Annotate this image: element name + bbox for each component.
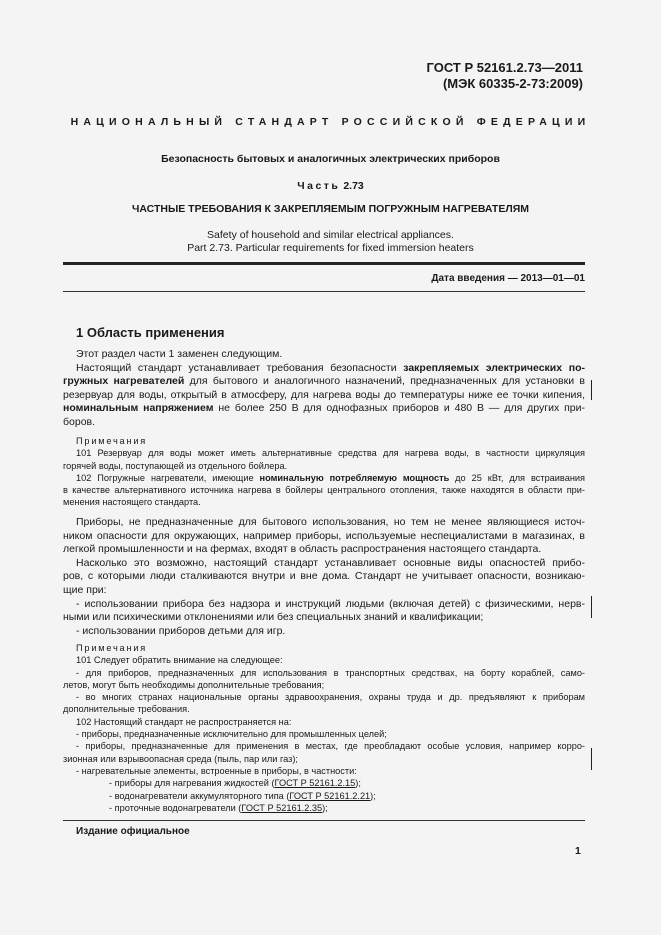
text-run: - водонагреватели аккумуляторного типа ( [109, 790, 290, 801]
bullet-1-line-2: ными или психическими отклонениями или без специальных знаний и квалификации; [63, 611, 484, 624]
note-2-a-line-1: - для приборов, предназначенных для использования в транспортных средствах, на борту кораблей, само- [76, 667, 585, 678]
paragraph-2-line-2 [63, 375, 585, 389]
standard-number-block [427, 60, 583, 92]
national-standard-heading: НАЦИОНАЛЬНЫЙ СТАНДАРТ РОССИЙСКОЙ ФЕДЕРАЦИИ [70, 116, 591, 128]
bold-term: закрепляемых электрических по- [403, 361, 585, 374]
text-run: для бытового и аналогичного назначений, предназначенных для установки в [184, 375, 585, 388]
standard-link[interactable]: ГОСТ Р 52161.2.15 [274, 778, 356, 789]
paragraph-2-line-5: боров. [63, 415, 96, 428]
paragraph-4-line-3: щие при: [63, 583, 107, 596]
text-run: - проточные водонагреватели ( [109, 802, 242, 813]
note-2-a-line-2: летов, могут быть необходимы дополнительные требования; [63, 679, 325, 690]
note-2-e2 [63, 790, 585, 802]
change-marker-bar [591, 596, 592, 618]
section-heading: 1 Область применения [76, 325, 225, 340]
paragraph-1: Этот раздел части 1 заменен следующим. [76, 348, 283, 360]
scope-paragraphs [63, 348, 585, 430]
text-run: не более 250 В для однофазных приборов и 480 В — для других при- [213, 402, 585, 415]
text-run: Настоящий стандарт устанавливает требования безопасности [76, 361, 404, 374]
text-run: - приборы для нагревания жидкостей ( [109, 778, 275, 789]
note-2-102: 102 Настоящий стандарт не распространяется на: [76, 716, 292, 727]
notes-title: Примечания [76, 643, 148, 653]
paragraph-4-line-1: Насколько это возможно, настоящий стандарт устанавливает основные виды опасностей прибо- [76, 556, 585, 569]
notes-block-1 [63, 435, 585, 509]
text-run: ); [370, 790, 376, 801]
bold-term: гружных нагревателей [63, 375, 185, 388]
thick-divider [63, 262, 585, 265]
note-2-b-line-2: дополнительные требования. [63, 704, 190, 715]
text-run: до 25 кВт, для встраивания [449, 472, 585, 483]
note-2-b-line-1: - во многих странах национальные органы здравоохранения, охраны труда и др. предъявляют к приборам [76, 692, 585, 703]
english-title-line-1: Safety of household and similar electrical appliances. [207, 229, 454, 241]
thin-divider [63, 291, 585, 292]
iec-number: (МЭК 60335-2-73:2009) [442, 76, 583, 91]
paragraph-2-line-1 [63, 362, 585, 376]
change-marker-bar [591, 380, 592, 400]
paragraph-3-line-3: легкой промышленности и на фермах, входят в область распространения настоящего стандарта. [63, 543, 542, 556]
introduction-date: Дата введения — 2013—01—01 [431, 273, 585, 284]
note-2-d-line-2: зионная или взрывоопасная среда (пыль, пар или газ); [63, 753, 298, 764]
english-title-line-2: Part 2.73. Particular requirements for fixed immersion heaters [187, 242, 474, 254]
page-number: 1 [575, 845, 581, 857]
part-number: 2.73 [343, 180, 364, 192]
paragraph-2-line-3: резервуар для воды, открытый в атмосферу, для нагрева воды до температуры ниже ее точки кипения, [63, 388, 585, 401]
standard-link[interactable]: ГОСТ Р 52161.2.35 [241, 802, 323, 813]
bullet-1-line-1: - использовании прибора без надзора и инструкций людьми (включая детей) с физическими, нерв- [76, 597, 585, 610]
document-title: Безопасность бытовых и аналогичных электрических приборов [161, 153, 500, 165]
note-101-line-2: горячей воды, поступающей из отдельного бойлера. [63, 460, 288, 471]
note-2-c: - приборы, предназначенные исключительно для промышленных целей; [76, 729, 387, 740]
document-subtitle: ЧАСТНЫЕ ТРЕБОВАНИЯ К ЗАКРЕПЛЯЕМЫМ ПОГРУЖНЫМ НАГРЕВАТЕЛЯМ [131, 203, 530, 215]
bullet-2: - использовании приборов детьми для игр. [76, 624, 286, 637]
part-heading [0, 180, 661, 192]
standard-number: ГОСТ Р 52161.2.73—2011 [426, 60, 583, 75]
paragraph-3-line-1: Приборы, не предназначенные для бытового использования, но тем не менее являющиеся источ- [76, 516, 585, 528]
note-2-e3 [63, 802, 585, 814]
text-run: 102 Погружные нагреватели, имеющие [76, 472, 260, 483]
note-2-e: - нагревательные элементы, встроенные в приборы, в частности: [76, 765, 357, 776]
notes-block-2 [63, 642, 585, 814]
change-marker-bar [591, 748, 592, 770]
notes-title: Примечания [76, 436, 148, 446]
paragraph-4-line-2: ров, с которыми люди сталкиваются внутри и вне дома. Стандарт не учитывает опасности, возникаю- [63, 570, 585, 583]
paragraph-3-line-2: ником опасности для окружающих, например приборы, используемые неспециалистами в магазинах, в [63, 529, 585, 542]
note-101-line-1: 101 Резервуар для воды может иметь альтернативные средства для нагрева воды, в частности циркуляция [76, 448, 585, 459]
note-102-line-2: в качестве альтернативного источника нагрева в бойлеры центрального отопления, также находятся в области при- [63, 485, 585, 496]
note-2-101: 101 Следует обратить внимание на следующее: [76, 655, 283, 666]
text-run: ); [355, 778, 361, 789]
note-2-d-line-1: - приборы, предназначенные для применения в местах, где преобладают особые условия, например корро- [76, 741, 585, 752]
note-102-line-1 [63, 472, 585, 484]
footer-divider [63, 820, 585, 821]
hazards-paragraphs [63, 516, 585, 638]
bold-term: номинальным напряжением [63, 402, 214, 415]
text-run: ); [322, 802, 328, 813]
part-word: Часть [297, 180, 341, 192]
paragraph-2-line-4 [63, 402, 585, 416]
official-edition-label: Издание официальное [76, 826, 190, 837]
bold-term: номинальную потребляемую мощность [259, 472, 450, 483]
note-2-e1 [63, 777, 585, 789]
note-102-line-3: менения настоящего стандарта. [63, 497, 201, 508]
standard-link[interactable]: ГОСТ Р 52161.2.21 [289, 790, 371, 801]
